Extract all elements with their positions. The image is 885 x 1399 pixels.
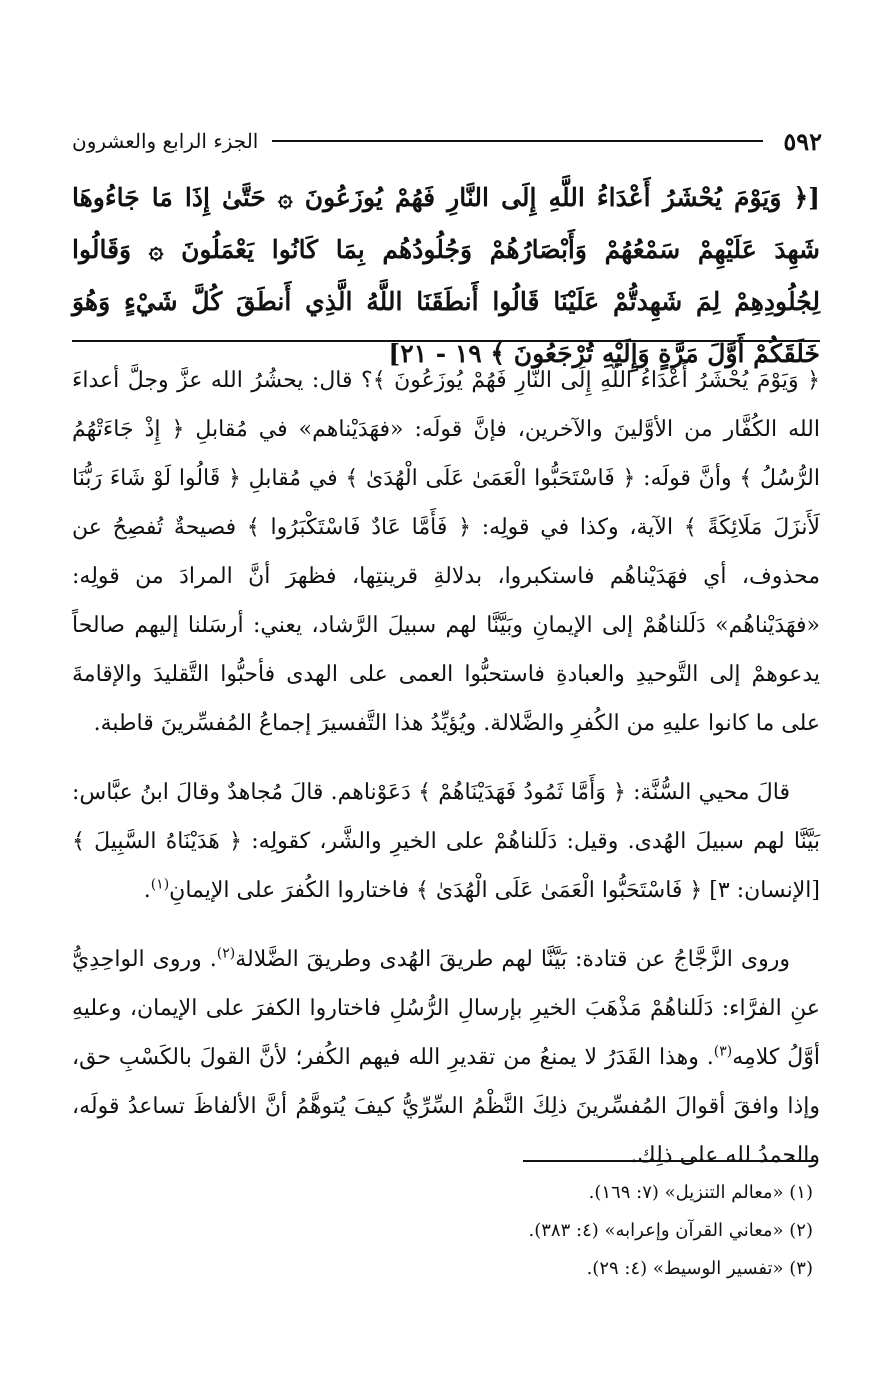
running-header: [72, 118, 822, 164]
footnote-3: (٣) «تفسير الوسيط» (٤: ٢٩).: [586, 1258, 813, 1279]
quranic-verse-block: [72, 172, 820, 380]
paragraph-tail: .: [143, 878, 151, 903]
footnote-divider: [523, 1160, 813, 1162]
commentary-body: [72, 356, 820, 1200]
footnote-ref[interactable]: (٣): [713, 1043, 733, 1060]
paragraph-3: [72, 935, 820, 1180]
paragraph-text: وروى الزَّجَّاجُ عن قتادة: بَيَّنَّا لهم طريقَ الهُدى وطريقَ الضَّلالة: [235, 947, 790, 972]
paragraph-text: قالَ محيي السُّنَّة: ﴿ وَأَمَّا ثَمُودُ فَهَدَيْنَاهُمْ ﴾ دَعَوْناهم. قالَ مُجاهدٌ وقالَ ابنُ عبَّاس: بَيَّنَّا لهم سبيلَ الهُدى. وقيل: دَلَلناهُمْ على الخيرِ والشَّر، كقولِه: ﴿ هَدَيْنَاهُ السَّبِيلَ ﴾ [الإنسان: ٣] ﴿ فَاسْتَحَبُّوا الْعَمَىٰ عَلَى الْهُدَىٰ ﴾ فاختاروا الكُفرَ على الإيمانِ: [72, 780, 820, 903]
verse-text: [﴿ وَيَوْمَ يُحْشَرُ أَعْدَاءُ اللَّهِ إِلَى النَّارِ فَهُمْ يُوزَعُونَ ۞ حَتَّىٰ إِذَا مَا جَاءُوهَا شَهِدَ عَلَيْهِمْ سَمْعُهُمْ وَأَبْصَارُهُمْ وَجُلُودُهُم بِمَا كَانُوا يَعْمَلُونَ ۞ وَقَالُوا لِجُلُودِهِمْ لِمَ شَهِدتُّمْ عَلَيْنَا قَالُوا أَنطَقَنَا اللَّهُ الَّذِي أَنطَقَ كُلَّ شَيْءٍ وَهُوَ خَلَقَكُمْ أَوَّلَ مَرَّةٍ وَإِلَيْهِ تُرْجَعُونَ ﴾ ١٩ - ٢١]: [72, 183, 820, 368]
paragraph-text: . وهذا القَدَرُ لا يمنعُ من تقديرِ الله فيهم الكُفر؛ لأنَّ القولَ بالكَسْبِ حق، وإذا وافقَ أقوالَ المُفسِّرينَ ذلِكَ النَّظْمُ السِّرِّيُّ كيفَ يُتوهَّمُ أنَّ الألفاظَ تساعدُ قولَه، والحمدُ لله على ذلِك.: [72, 1045, 820, 1168]
paragraph-2: [72, 768, 820, 915]
footnote-2: (٢) «معاني القرآن وإعرابه» (٤: ٣٨٣).: [528, 1220, 813, 1241]
paragraph-text: ﴿ وَيَوْمَ يُحْشَرُ أَعْدَاءُ اللَّهِ إِلَى النَّارِ فَهُمْ يُوزَعُونَ ﴾؟ قال: يحشُرُ الله عزَّ وجلَّ أعداءَ الله الكُفَّار من الأوَّلينَ والآخرين، فإنَّ قولَه: «فهَدَيْناهم» في مُقابلِ ﴿ إِذْ جَاءَتْهُمُ الرُّسُلُ ﴾ وأنَّ قولَه: ﴿ فَاسْتَحَبُّوا الْعَمَىٰ عَلَى الْهُدَىٰ ﴾ في مُقابلِ ﴿ قَالُوا لَوْ شَاءَ رَبُّنَا لَأَنزَلَ مَلَائِكَةً ﴾ الآية، وكذا في قولِه: ﴿ فَأَمَّا عَادٌ فَاسْتَكْبَرُوا ﴾ فصيحةٌ تُفصِحُ عن محذوف، أي فهَدَيْناهُم فاستكبروا، بدلالةِ قرينتِها، فظهرَ أنَّ المرادَ من قولِه: «فهَدَيْناهُم» دَلَلناهُمْ إلى الإيمانِ وبَيَّنَّا لهم سبيلَ الرَّشاد، يعني: أرسَلنا إليهم صالحاً يدعوهمْ إلى التَّوحيدِ والعبادةِ فاستحبُّوا العمى على الهدى فأحبُّوا التَّقليدَ والإقامةَ على ما كانوا عليهِ من الكُفرِ والضَّلالة. ويُؤيِّدُ هذا التَّفسيرَ إجماعُ المُفسِّرينَ قاطبة.: [72, 368, 820, 736]
footnote-ref[interactable]: (٢): [216, 945, 236, 962]
footnote-ref[interactable]: (١): [150, 876, 170, 893]
page-number: ٥٩٢: [783, 126, 822, 156]
paragraph-1: [72, 356, 820, 748]
footnote-1: (١) «معالم التنزيل» (٧: ١٦٩).: [588, 1182, 813, 1203]
footnotes: [65, 1174, 813, 1288]
chapter-title: الجزء الرابع والعشرون: [72, 129, 259, 153]
header-rule: [272, 140, 763, 142]
paragraph-text: . وروى الواحِدِيُّ عنِ الفرَّاء: دَلَلناهُمْ مَذْهَبَ الخيرِ بإرسالِ الرُّسُلِ فاختاروا الكفرَ على الإيمان، وعليهِ أوَّلُ كلامِه: [72, 947, 820, 1070]
section-divider: [72, 340, 820, 342]
